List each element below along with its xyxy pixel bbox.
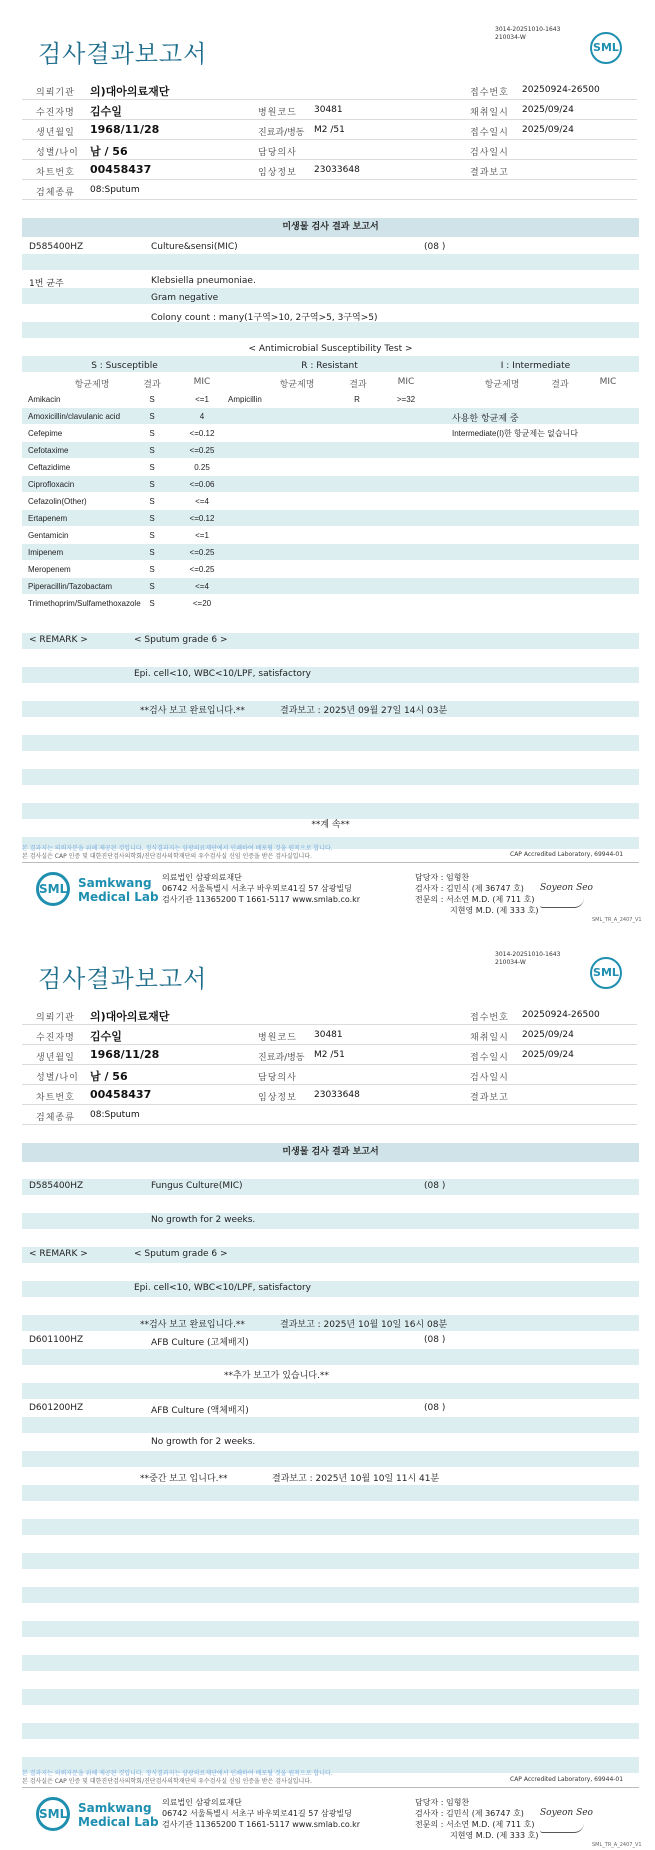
footer-note: 본 결과지는 의뢰자분을 위해 제공된 것입니다. 정식결과지는 삼광의료재단에서 인쇄하여 배포될 것을 원칙으로 합니다.	[22, 1770, 333, 1777]
row-band	[22, 1179, 639, 1195]
doctor-label: 담당의사	[258, 1073, 297, 1083]
row-band	[22, 1213, 639, 1229]
report-title: 검사결과보고서	[38, 40, 208, 68]
row-band	[22, 288, 639, 304]
dept-value: M2 /51	[314, 1050, 345, 1060]
test-code: D601200HZ	[29, 1403, 84, 1413]
footer-note: 본 결과지는 의뢰자분을 위해 제공된 것입니다. 정식결과지는 삼광의료재단에서 인쇄하여 배포될 것을 원칙으로 합니다.	[22, 845, 333, 852]
remark-cells: Epi. cell<10, WBC<10/LPF, satisfactory	[134, 1283, 312, 1293]
row-band	[22, 1383, 639, 1399]
organism-label: 1번 균주	[29, 279, 64, 289]
hospital-code-label: 병원코드	[258, 1033, 297, 1043]
drug-mic: <=20	[192, 599, 212, 608]
sml-logo-icon: SML	[590, 957, 622, 989]
drug-result: S	[149, 412, 155, 421]
drug-name: Ciprofloxacin	[28, 480, 75, 489]
row-band	[22, 1417, 639, 1433]
row-band	[22, 1723, 639, 1739]
document-code-line: 3014-20251010-1643	[495, 951, 561, 958]
drug-mic: <=0.25	[189, 565, 215, 574]
drug-result: S	[149, 565, 155, 574]
header-row	[22, 1045, 637, 1065]
test-date-label: 검사일시	[470, 148, 509, 158]
chart-label: 차트번호	[36, 1093, 75, 1103]
row-band	[22, 1587, 639, 1603]
remark-cells: Epi. cell<10, WBC<10/LPF, satisfactory	[134, 669, 312, 679]
patient-value: 김수일	[90, 105, 122, 118]
drug-name: Piperacillin/Tazobactam	[28, 582, 113, 591]
receipt-date-value: 2025/09/24	[522, 125, 574, 135]
receipt-no-value: 20250924-26500	[522, 85, 600, 95]
document-code-line: 3014-20251010-1643	[495, 26, 561, 33]
legend-resistant: R : Resistant	[301, 361, 358, 371]
receipt-no-value: 20250924-26500	[522, 1010, 600, 1020]
drug-result: S	[149, 599, 155, 608]
report-page-2	[0, 925, 655, 1850]
institution-info	[162, 872, 360, 905]
report-time: 결과보고 : 2025년 10월 10일 11시 41분	[272, 1474, 440, 1484]
drug-result: S	[149, 446, 155, 455]
signatory-line: 지현영 M.D. (제 333 호)	[450, 1831, 539, 1840]
signatory-line: 담당자 : 임형찬	[415, 873, 470, 882]
ast-title: < Antimicrobial Susceptibility Test >	[248, 344, 413, 354]
signatory-line: 전문의 : 서소연 M.D. (제 711 호)	[415, 895, 535, 904]
legend-susceptible: S : Susceptible	[91, 361, 158, 371]
form-version: SML_TR_A_2407_V1	[592, 1842, 642, 1848]
drug-mic: <=4	[195, 582, 209, 591]
patient-value: 김수일	[90, 1030, 122, 1043]
document-code	[495, 951, 560, 967]
colony-count: Colony count : many(1구역>10, 2구역>5, 3구역>5)	[151, 313, 378, 323]
clinical-label: 임상정보	[258, 1093, 297, 1103]
row-band	[22, 769, 639, 785]
institution-line: 의료법인 삼광의료재단	[162, 873, 242, 882]
footer-note: 본 검사실은 CAP 인증 및 대한진단검사의학회/진단검사의학재단의 우수검사실 신임 인증을 받은 검사실입니다.	[22, 1778, 312, 1785]
test-result: No growth for 2 weeks.	[151, 1215, 256, 1225]
agency-label: 의뢰기관	[36, 1013, 75, 1023]
drug-mic: <=0.25	[189, 548, 215, 557]
interim-message: **중간 보고 입니다.**	[140, 1474, 228, 1484]
row-band	[22, 1281, 639, 1297]
clinical-value: 23033648	[314, 165, 360, 175]
collect-date-label: 채취일시	[470, 1033, 509, 1043]
brand-line: Samkwang	[78, 1801, 152, 1815]
drug-mic: 0.25	[194, 463, 210, 472]
chart-label: 차트번호	[36, 168, 75, 178]
col-header-drug: 항균제명	[279, 380, 315, 390]
row-band	[22, 254, 639, 270]
brand-name	[78, 876, 159, 904]
signatory-line: 전문의 : 서소연 M.D. (제 711 호)	[415, 1820, 535, 1829]
hospital-code-value: 30481	[314, 105, 343, 115]
sml-logo-icon: SML	[36, 872, 70, 906]
brand-line: Medical Lab	[78, 890, 159, 904]
report-time: 결과보고 : 2025년 10월 10일 16시 08분	[280, 1320, 448, 1330]
signatory-line: 담당자 : 임형찬	[415, 1798, 470, 1807]
row-band	[22, 1451, 639, 1467]
dob-label: 생년월일	[36, 128, 75, 138]
report-title: 검사결과보고서	[38, 965, 208, 993]
drug-mic: <=1	[195, 531, 209, 540]
drug-mic: <=0.12	[189, 514, 215, 523]
organism-name: Klebsiella pneumoniae.	[151, 276, 256, 286]
receipt-date-value: 2025/09/24	[522, 1050, 574, 1060]
patient-label: 수진자명	[36, 1033, 75, 1043]
intermediate-note: 사용한 항균제 중	[452, 414, 519, 424]
drug-name: Cefepime	[28, 429, 63, 438]
drug-name: Cefotaxime	[28, 446, 69, 455]
cap-accreditation: CAP Accredited Laboratory, 69944-01	[510, 851, 624, 858]
ast-row-band	[22, 544, 639, 560]
dept-value: M2 /51	[314, 125, 345, 135]
signatory-line: 검사자 : 김민식 (제 36747 호)	[415, 884, 524, 893]
legend-intermediate: I : Intermediate	[500, 361, 571, 371]
specimen-value: 08:Sputum	[90, 1110, 140, 1120]
col-header-mic: MIC	[397, 377, 415, 387]
header-row	[22, 1025, 637, 1045]
sex-age-value: 남 / 56	[90, 1070, 128, 1083]
chart-value: 00458437	[90, 1088, 152, 1101]
test-specimen: (08 )	[424, 242, 446, 252]
brand-name	[78, 1801, 159, 1829]
drug-result: S	[149, 531, 155, 540]
chart-value: 00458437	[90, 163, 152, 176]
institution-line: 의료법인 삼광의료재단	[162, 1798, 242, 1807]
report-label: 결과보고	[470, 168, 509, 178]
agency-label: 의뢰기관	[36, 88, 75, 98]
document-code-line: 210034-W	[495, 34, 526, 41]
row-band	[22, 1247, 639, 1263]
receipt-no-label: 접수번호	[470, 1013, 509, 1023]
header-row	[22, 120, 637, 140]
drug-result: S	[149, 480, 155, 489]
dept-label: 진료과/병동	[258, 1053, 305, 1063]
patient-label: 수진자명	[36, 108, 75, 118]
drug-mic: <=1	[195, 395, 209, 404]
remark-label: < REMARK >	[29, 1249, 88, 1259]
receipt-date-label: 접수일시	[470, 128, 509, 138]
clinical-label: 임상정보	[258, 168, 297, 178]
signature-mark	[540, 898, 584, 908]
test-name: AFB Culture (액체배지)	[151, 1406, 249, 1416]
dob-value: 1968/11/28	[90, 1048, 160, 1061]
remark-grade: < Sputum grade 6 >	[134, 635, 228, 645]
drug-result: S	[149, 463, 155, 472]
collect-date-label: 채취일시	[470, 108, 509, 118]
ast-row-band	[22, 476, 639, 492]
row-band	[22, 633, 639, 649]
institution-line: 06742 서울특별시 서초구 바우뫼로41길 57 삼광빌딩	[162, 884, 352, 893]
collect-date-value: 2025/09/24	[522, 1030, 574, 1040]
row-band	[22, 1485, 639, 1501]
signature-image: Soyeon Seo	[540, 883, 593, 893]
ast-row-band	[22, 510, 639, 526]
intermediate-note: Intermediate(I)한 항균제는 없습니다	[452, 429, 579, 438]
specimen-label: 검체종류	[36, 1113, 75, 1123]
cap-accreditation: CAP Accredited Laboratory, 69944-01	[510, 1776, 624, 1783]
institution-line: 검사기관 11365200 T 1661-5117 www.smlab.co.kr	[162, 1820, 361, 1829]
sex-age-value: 남 / 56	[90, 145, 128, 158]
drug-mic: <=0.25	[189, 446, 215, 455]
test-specimen: (08 )	[424, 1335, 446, 1345]
drug-mic: <=0.12	[189, 429, 215, 438]
drug-name: Amikacin	[28, 395, 61, 404]
signatories	[415, 872, 538, 916]
drug-name: Cefazolin(Other)	[28, 497, 87, 506]
row-band	[22, 1349, 639, 1365]
complete-message: **검사 보고 완료입니다.**	[140, 1320, 245, 1330]
sml-logo-icon: SML	[590, 32, 622, 64]
form-version: SML_TR_A_2407_V1	[592, 917, 642, 923]
dob-label: 생년월일	[36, 1053, 75, 1063]
drug-mic: <=4	[195, 497, 209, 506]
drug-name: Ertapenem	[28, 514, 68, 523]
document-code-line: 210034-W	[495, 959, 526, 966]
brand-line: Medical Lab	[78, 1815, 159, 1829]
doctor-label: 담당의사	[258, 148, 297, 158]
header-row	[22, 1085, 637, 1105]
drug-result: S	[149, 395, 155, 404]
hospital-code-value: 30481	[314, 1030, 343, 1040]
institution-line: 06742 서울특별시 서초구 바우뫼로41길 57 삼광빌딩	[162, 1809, 352, 1818]
agency-value: 의)대아의료재단	[90, 1010, 170, 1023]
signature-image: Soyeon Seo	[540, 1808, 593, 1818]
test-result: No growth for 2 weeks.	[151, 1437, 256, 1447]
row-band	[22, 1553, 639, 1569]
specimen-value: 08:Sputum	[90, 185, 140, 195]
ast-row-band	[22, 578, 639, 594]
collect-date-value: 2025/09/24	[522, 105, 574, 115]
row-band	[22, 1655, 639, 1671]
dob-value: 1968/11/28	[90, 123, 160, 136]
test-date-label: 검사일시	[470, 1073, 509, 1083]
agency-value: 의)대아의료재단	[90, 85, 170, 98]
col-header-drug: 항균제명	[484, 380, 520, 390]
remark-grade: < Sputum grade 6 >	[134, 1249, 228, 1259]
ast-row-band	[22, 442, 639, 458]
drug-name: Ampicillin	[228, 395, 262, 404]
drug-result: S	[149, 514, 155, 523]
brand-line: Samkwang	[78, 876, 152, 890]
sex-age-label: 성별/나이	[36, 1073, 79, 1083]
document-code	[495, 26, 560, 42]
institution-info	[162, 1797, 360, 1830]
remark-label: < REMARK >	[29, 635, 88, 645]
drug-mic: 4	[199, 412, 205, 421]
drug-name: Trimethoprim/Sulfamethoxazole	[28, 599, 141, 608]
col-header-mic: MIC	[193, 377, 211, 387]
signature-mark	[540, 1823, 584, 1833]
report-time: 결과보고 : 2025년 09월 27일 14시 03분	[280, 706, 448, 716]
signatory-line: 지현영 M.D. (제 333 호)	[450, 906, 539, 915]
drug-name: Amoxicillin/clavulanic acid	[28, 412, 121, 421]
footer-divider	[22, 1787, 639, 1788]
row-band	[22, 1621, 639, 1637]
sex-age-label: 성별/나이	[36, 148, 79, 158]
hospital-code-label: 병원코드	[258, 108, 297, 118]
test-code: D601100HZ	[29, 1335, 84, 1345]
header-row	[22, 180, 637, 200]
sml-logo-icon: SML	[36, 1797, 70, 1831]
header-row	[22, 1005, 637, 1025]
drug-result: S	[149, 429, 155, 438]
drug-result: R	[354, 395, 360, 404]
header-row	[22, 100, 637, 120]
drug-mic: >=32	[396, 395, 416, 404]
header-row	[22, 80, 637, 100]
row-band	[22, 1689, 639, 1705]
test-name: Fungus Culture(MIC)	[151, 1181, 243, 1191]
continued-marker: **계 속**	[311, 820, 350, 830]
drug-result: S	[149, 582, 155, 591]
test-specimen: (08 )	[424, 1403, 446, 1413]
header-row	[22, 160, 637, 180]
col-header-result: 결과	[349, 380, 367, 390]
test-name: AFB Culture (고체배지)	[151, 1338, 249, 1348]
header-row	[22, 1105, 637, 1125]
drug-name: Meropenem	[28, 565, 71, 574]
signatory-line: 검사자 : 김민식 (제 36747 호)	[415, 1809, 524, 1818]
row-band	[22, 735, 639, 751]
col-header-drug: 항균제명	[74, 380, 110, 390]
col-header-result: 결과	[551, 380, 569, 390]
section-title: 미생물 검사 결과 보고서	[22, 1143, 639, 1162]
section-title: 미생물 검사 결과 보고서	[22, 218, 639, 237]
dept-label: 진료과/병동	[258, 128, 305, 138]
test-name: Culture&sensi(MIC)	[151, 242, 238, 252]
col-header-mic: MIC	[599, 377, 617, 387]
footer-note: 본 검사실은 CAP 인증 및 대한진단검사의학회/진단검사의학재단의 우수검사실 신임 인증을 받은 검사실입니다.	[22, 853, 312, 860]
institution-line: 검사기관 11365200 T 1661-5117 www.smlab.co.kr	[162, 895, 361, 904]
row-band	[22, 667, 639, 683]
drug-result: S	[149, 497, 155, 506]
complete-message: **검사 보고 완료입니다.**	[140, 706, 245, 716]
drug-name: Imipenem	[28, 548, 64, 557]
gram-stain: Gram negative	[151, 293, 219, 303]
row-band	[22, 322, 639, 338]
col-header-result: 결과	[143, 380, 161, 390]
clinical-value: 23033648	[314, 1090, 360, 1100]
drug-name: Ceftazidime	[28, 463, 71, 472]
header-row	[22, 1065, 637, 1085]
test-code: D585400HZ	[29, 242, 84, 252]
drug-mic: <=0.06	[189, 480, 215, 489]
header-row	[22, 140, 637, 160]
test-specimen: (08 )	[424, 1181, 446, 1191]
row-band	[22, 1519, 639, 1535]
specimen-label: 검체종류	[36, 188, 75, 198]
drug-result: S	[149, 548, 155, 557]
receipt-date-label: 접수일시	[470, 1053, 509, 1063]
test-code: D585400HZ	[29, 1181, 84, 1191]
additional-report-message: **추가 보고가 있습니다.**	[224, 1371, 329, 1381]
signatories	[415, 1797, 538, 1841]
footer-divider	[22, 862, 639, 863]
drug-name: Gentamicin	[28, 531, 69, 540]
receipt-no-label: 접수번호	[470, 88, 509, 98]
report-label: 결과보고	[470, 1093, 509, 1103]
